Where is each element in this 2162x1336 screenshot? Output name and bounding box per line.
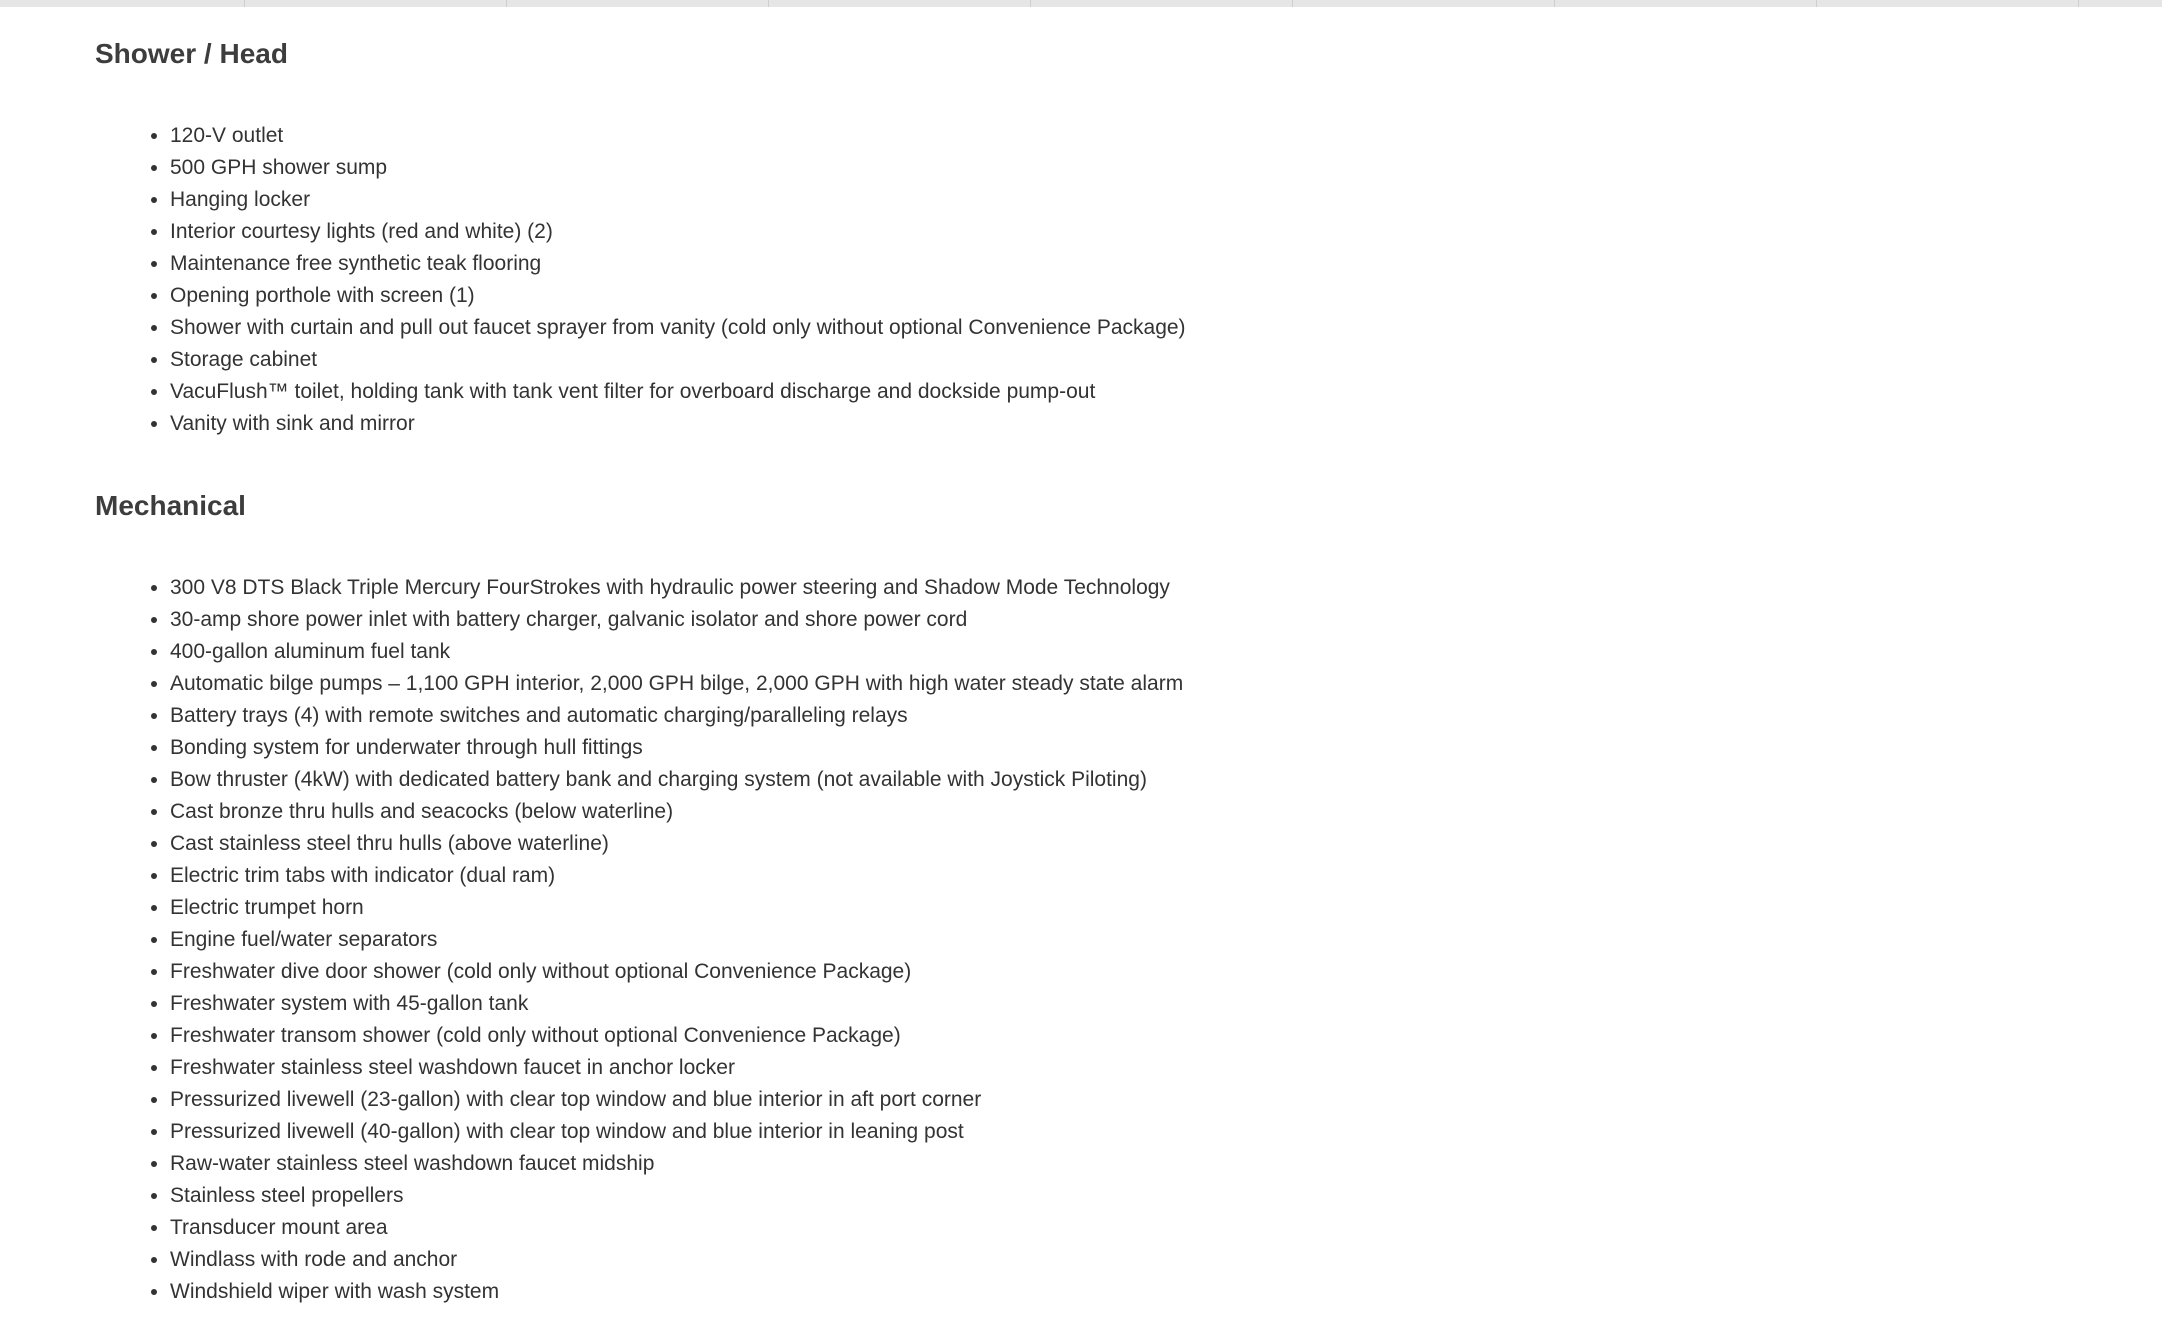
top-tab-strip [0, 0, 2162, 7]
list-item: • Electric trumpet horn [170, 892, 1995, 924]
list-item: • 300 V8 DTS Black Triple Mercury FourStrokes with hydraulic power steering and Shadow Mode Technology [170, 572, 1995, 604]
list-item: • Pressurized livewell (40-gallon) with clear top window and blue interior in leaning post [170, 1116, 1995, 1148]
list-item: • Cast bronze thru hulls and seacocks (below waterline) [170, 796, 1995, 828]
list-item: • Maintenance free synthetic teak flooring [170, 248, 1995, 280]
list-item: • Engine fuel/water separators [170, 924, 1995, 956]
top-tab-segment[interactable] [1817, 0, 2079, 7]
mechanical-spec-list [95, 572, 1995, 1308]
list-item: • Windlass with rode and anchor [170, 1244, 1995, 1276]
list-item: • Shower with curtain and pull out faucet sprayer from vanity (cold only without optional Convenience Package) [170, 312, 1995, 344]
list-item: • Windshield wiper with wash system [170, 1276, 1995, 1308]
list-item: • Freshwater dive door shower (cold only without optional Convenience Package) [170, 956, 1995, 988]
spec-content [95, 36, 1995, 1308]
top-tab-segment[interactable] [245, 0, 507, 7]
list-item: • 500 GPH shower sump [170, 152, 1995, 184]
top-tab-segment[interactable] [1555, 0, 1817, 7]
list-item: • Hanging locker [170, 184, 1995, 216]
list-item: • Bonding system for underwater through hull fittings [170, 732, 1995, 764]
list-item: • Pressurized livewell (23-gallon) with clear top window and blue interior in aft port corner [170, 1084, 1995, 1116]
top-tab-segment[interactable] [769, 0, 1031, 7]
list-item: • 30-amp shore power inlet with battery charger, galvanic isolator and shore power cord [170, 604, 1995, 636]
shower-head-spec-list [95, 120, 1995, 440]
list-item: • Raw-water stainless steel washdown faucet midship [170, 1148, 1995, 1180]
list-item: • Transducer mount area [170, 1212, 1995, 1244]
list-item: • Stainless steel propellers [170, 1180, 1995, 1212]
list-item: • Freshwater transom shower (cold only without optional Convenience Package) [170, 1020, 1995, 1052]
top-tab-segment[interactable] [0, 0, 245, 7]
list-item: • Automatic bilge pumps – 1,100 GPH interior, 2,000 GPH bilge, 2,000 GPH with high water steady state alarm [170, 668, 1995, 700]
section-title-mechanical: Mechanical [95, 490, 246, 521]
top-tab-segment[interactable] [507, 0, 769, 7]
list-item: • Opening porthole with screen (1) [170, 280, 1995, 312]
list-item: • 120-V outlet [170, 120, 1995, 152]
list-item: • 400-gallon aluminum fuel tank [170, 636, 1995, 668]
list-item: • Vanity with sink and mirror [170, 408, 1995, 440]
list-item: • Freshwater system with 45-gallon tank [170, 988, 1995, 1020]
section-title-shower-head: Shower / Head [95, 38, 288, 69]
list-item: • Freshwater stainless steel washdown faucet in anchor locker [170, 1052, 1995, 1084]
list-item: • Electric trim tabs with indicator (dual ram) [170, 860, 1995, 892]
list-item: • Bow thruster (4kW) with dedicated battery bank and charging system (not available with Joystick Piloting) [170, 764, 1995, 796]
list-item: • VacuFlush™ toilet, holding tank with tank vent filter for overboard discharge and dockside pump-out [170, 376, 1995, 408]
list-item: • Storage cabinet [170, 344, 1995, 376]
list-item: • Interior courtesy lights (red and white) (2) [170, 216, 1995, 248]
list-item: • Cast stainless steel thru hulls (above waterline) [170, 828, 1995, 860]
top-tab-segment[interactable] [1293, 0, 1555, 7]
top-tab-segment[interactable] [1031, 0, 1293, 7]
list-item: • Battery trays (4) with remote switches and automatic charging/paralleling relays [170, 700, 1995, 732]
